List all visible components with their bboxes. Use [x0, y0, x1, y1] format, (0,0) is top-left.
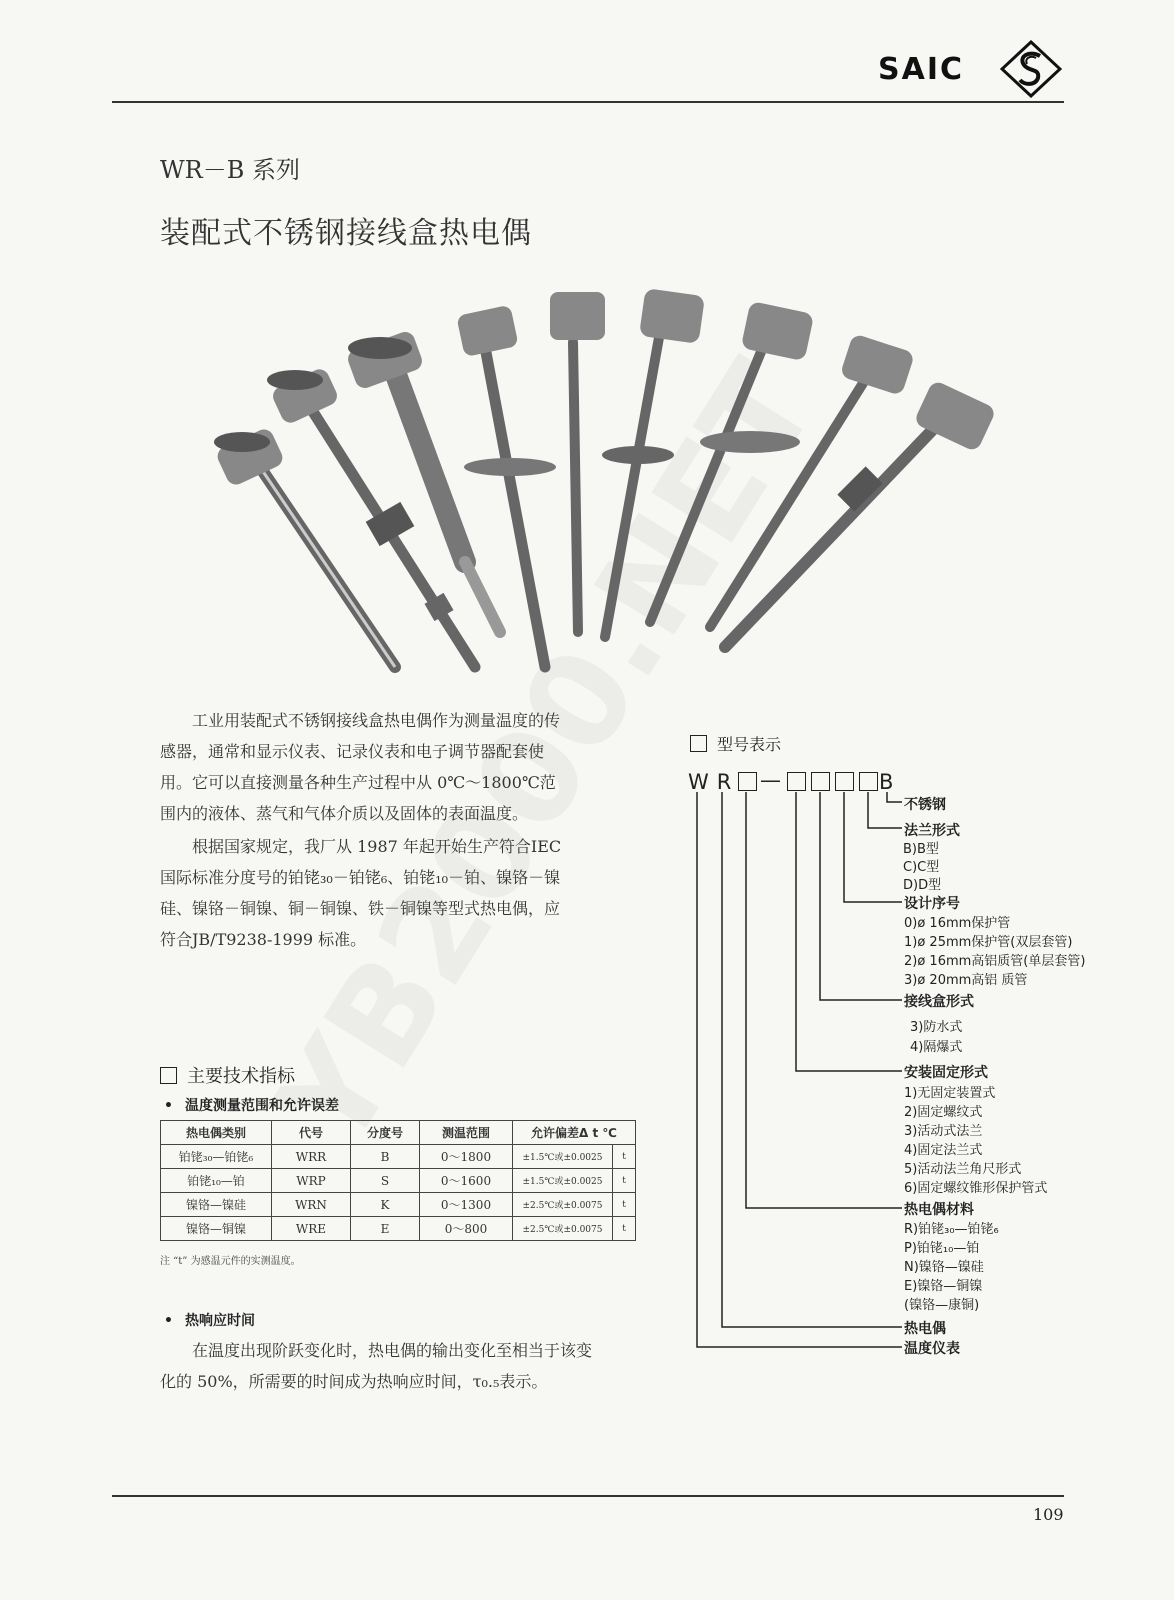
cell: ±2.5℃或±0.0075	[513, 1193, 613, 1217]
model-heading: 型号表示	[690, 732, 781, 755]
table-header-row	[161, 1121, 636, 1145]
legend-material-item: (镍铬—康铜)	[904, 1298, 980, 1313]
cell: 铂铑₁₀—铂	[161, 1169, 272, 1193]
cell: 铂铑₃₀—铂铑₆	[161, 1145, 272, 1169]
brand-logo-text: SAIC	[878, 52, 965, 87]
cell: B	[351, 1145, 420, 1169]
cell: S	[351, 1169, 420, 1193]
legend-box-item: 4)隔爆式	[910, 1040, 963, 1055]
code-box-mount	[787, 772, 806, 791]
legend-mount-item: 5)活动法兰角尺形式	[904, 1162, 1022, 1177]
legend-material-item: E)镍铬—铜镍	[904, 1279, 983, 1294]
code-box-design	[835, 772, 854, 791]
legend-design: 设计序号	[904, 896, 960, 912]
cell: WRN	[272, 1193, 351, 1217]
legend-mount-item: 2)固定螺纹式	[904, 1105, 983, 1120]
legend-box: 接线盒形式	[904, 994, 974, 1010]
legend-design-item: 3)ø 20mm高铝 质管	[904, 973, 1028, 988]
legend-flange-item: C)C型	[903, 860, 940, 875]
code-box-flange	[859, 772, 878, 791]
legend-mount-item: 6)固定螺纹锥形保护管式	[904, 1181, 1048, 1196]
legend-mount-item: 1)无固定装置式	[904, 1086, 996, 1101]
legend-design-item: 1)ø 25mm保护管(双层套管)	[904, 935, 1073, 950]
table-note: 注 “t” 为感温元件的实测温度。	[160, 1256, 301, 1267]
legend-thermocouple: 热电偶	[904, 1321, 946, 1337]
page-title: 装配式不锈钢接线盒热电偶	[160, 216, 532, 251]
series-label: WR－B 系列	[160, 156, 301, 184]
intro-paragraph-1: 工业用装配式不锈钢接线盒热电偶作为测量温度的传感器，通常和显示仪表、记录仪表和电子调节器配套使用。它可以直接测量各种生产过程中从 0℃～1800℃范围内的液体、蒸气和气体介质以及固体的表面温度。	[160, 711, 561, 823]
table-row	[161, 1193, 636, 1217]
table-row	[161, 1169, 636, 1193]
legend-mount-item: 3)活动式法兰	[904, 1124, 983, 1139]
col-tolerance: 允许偏差Δ t ℃	[513, 1121, 636, 1145]
cell: ±2.5℃或±0.0075	[513, 1217, 613, 1241]
probe-4-icon	[456, 305, 556, 667]
cell: t	[613, 1193, 636, 1217]
cell: 镍铬—镍硅	[161, 1193, 272, 1217]
model-suffix: B	[879, 770, 902, 794]
checkbox-icon	[160, 1067, 177, 1084]
col-range: 测温范围	[420, 1121, 513, 1145]
probe-5-icon	[550, 292, 605, 632]
cell: ±1.5℃或±0.0025	[513, 1145, 613, 1169]
checkbox-icon	[690, 735, 707, 752]
probe-9-icon	[725, 379, 997, 647]
col-type: 热电偶类别	[161, 1121, 272, 1145]
spec-table	[160, 1120, 636, 1241]
cell: 0～1800	[420, 1145, 513, 1169]
cell: WRE	[272, 1217, 351, 1241]
thermocouple-product-image	[180, 262, 1040, 682]
legend-mount: 安装固定形式	[904, 1065, 988, 1081]
spec-subheading-range: • 温度测量范围和允许误差	[164, 1098, 339, 1114]
table-row	[161, 1217, 636, 1241]
legend-design-item: 0)ø 16mm保护管	[904, 916, 1011, 931]
code-box-junction	[811, 772, 830, 791]
model-prefix: WR	[688, 770, 740, 794]
footer-rule	[112, 1495, 1064, 1497]
col-graduation: 分度号	[351, 1121, 420, 1145]
spec-subheading-response: • 热响应时间	[164, 1313, 255, 1329]
page-number: 109	[1033, 1505, 1064, 1524]
cell: WRP	[272, 1169, 351, 1193]
legend-stainless: 不锈钢	[904, 797, 946, 813]
probe-1-icon	[214, 426, 395, 667]
legend-design-item: 2)ø 16mm高铝质管(单层套管)	[904, 954, 1086, 969]
code-box-material	[738, 772, 757, 791]
legend-material-item: R)铂铑₃₀—铂铑₆	[904, 1222, 999, 1237]
header-rule	[112, 101, 1064, 103]
legend-box-item: 3)防水式	[910, 1020, 963, 1035]
intro-paragraph-2: 根据国家规定，我厂从 1987 年起开始生产符合IEC国际标准分度号的铂铑₃₀－铂铑₆、铂铑₁₀－铂、镍铬－镍硅、镍铬－铜镍、铜－铜镍、铁－铜镍等型式热电偶，应符合JB/T9238-1999 标准。	[160, 837, 562, 949]
spec-heading: 主要技术指标	[160, 1062, 295, 1088]
cell: 0～1300	[420, 1193, 513, 1217]
response-paragraph: 在温度出现阶跃变化时，热电偶的输出变化至相当于该变化的 50%，所需要的时间成为热响应时间，τ₀.₅表示。	[160, 1341, 593, 1391]
probe-6-icon	[602, 288, 705, 637]
model-dash: —	[760, 768, 789, 792]
legend-flange-item: D)D型	[903, 878, 942, 893]
legend-mount-item: 4)固定法兰式	[904, 1143, 983, 1158]
legend-flange: 法兰形式	[904, 823, 960, 839]
legend-material-item: N)镍铬—镍硅	[904, 1260, 984, 1275]
cell: 0～1600	[420, 1169, 513, 1193]
cell: t	[613, 1217, 636, 1241]
col-code: 代号	[272, 1121, 351, 1145]
cell: E	[351, 1217, 420, 1241]
legend-material: 热电偶材料	[904, 1202, 974, 1218]
cell: 0～800	[420, 1217, 513, 1241]
cell: K	[351, 1193, 420, 1217]
cell: t	[613, 1169, 636, 1193]
cell: t	[613, 1145, 636, 1169]
cell: 镍铬—铜镍	[161, 1217, 272, 1241]
saic-logo-icon	[1000, 40, 1062, 98]
legend-flange-item: B)B型	[903, 842, 939, 857]
table-row	[161, 1145, 636, 1169]
legend-material-item: P)铂铑₁₀—铂	[904, 1241, 980, 1256]
model-leader-lines	[680, 790, 930, 1360]
legend-instrument: 温度仪表	[904, 1341, 960, 1357]
cell: ±1.5℃或±0.0025	[513, 1169, 613, 1193]
cell: WRR	[272, 1145, 351, 1169]
